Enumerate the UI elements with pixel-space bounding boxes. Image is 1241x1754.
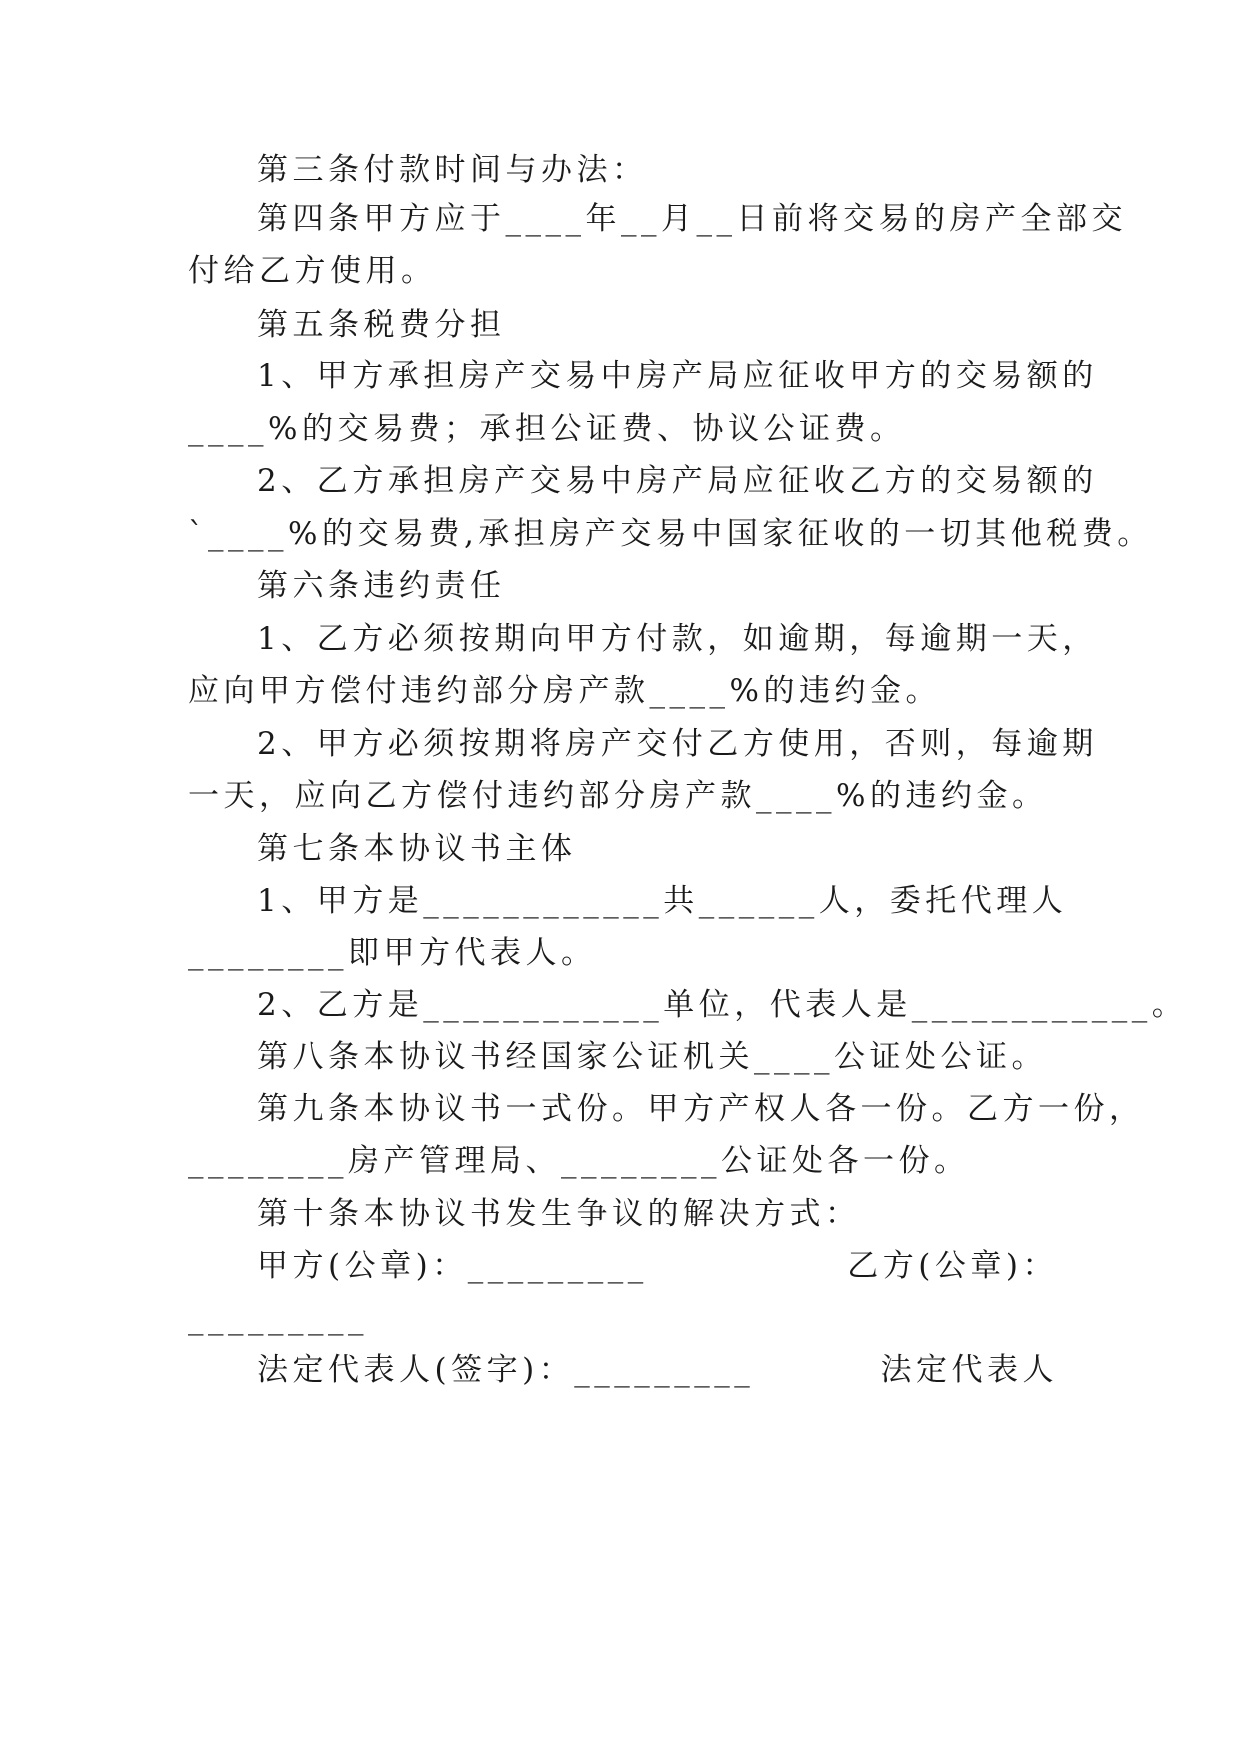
- clause-3-heading: 第三条付款时间与办法：: [257, 152, 648, 188]
- party-a-legal-rep: 法定代表人(签字)：_________: [257, 1352, 755, 1388]
- clause-9-line-1: 第九条本协议书一式份。甲方产权人各一份。乙方一份，: [257, 1091, 1145, 1127]
- clause-6-item-2-line-1: 2、甲方必须按期将房产交付乙方使用，否则，每逾期: [257, 726, 1098, 762]
- clause-5-item-1-line-1: 1、甲方承担房产交易中房产局应征收甲方的交易额的: [257, 358, 1098, 394]
- clause-9-line-2: ________房产管理局、________公证处各一份。: [188, 1143, 970, 1179]
- party-b-seal-blank: _________: [188, 1300, 368, 1336]
- party-b-legal-rep: 法定代表人: [880, 1352, 1058, 1388]
- party-b-seal: 乙方(公章)：: [847, 1248, 1058, 1284]
- clause-5-item-2-line-1: 2、乙方承担房产交易中房产局应征收乙方的交易额的: [257, 463, 1098, 499]
- clause-6-item-2-line-2: 一天，应向乙方偿付违约部分房产款____%的违约金。: [188, 778, 1048, 814]
- clause-10: 第十条本协议书发生争议的解决方式：: [257, 1196, 861, 1232]
- party-a-seal: 甲方(公章)：_________: [257, 1248, 648, 1284]
- clause-8: 第八条本协议书经国家公证机关____公证处公证。: [257, 1039, 1047, 1075]
- clause-6-item-1-line-1: 1、乙方必须按期向甲方付款，如逾期，每逾期一天，: [257, 621, 1098, 657]
- clause-5-item-2-line-2: `____%的交易费,承担房产交易中国家征收的一切其他税费。: [188, 516, 1153, 552]
- clause-4-line-1: 第四条甲方应于____年__月__日前将交易的房产全部交: [257, 201, 1127, 237]
- clause-6-item-1-line-2: 应向甲方偿付违约部分房产款____%的违约金。: [188, 673, 941, 709]
- clause-7-heading: 第七条本协议书主体: [257, 831, 577, 867]
- clause-5-heading: 第五条税费分担: [257, 307, 506, 343]
- clause-7-item-1-line-1: 1、甲方是____________共______人，委托代理人: [257, 883, 1068, 919]
- clause-5-item-1-line-2: ____%的交易费；承担公证费、协议公证费。: [188, 411, 906, 447]
- clause-6-heading: 第六条违约责任: [257, 568, 506, 604]
- clause-4-line-2: 付给乙方使用。: [188, 253, 437, 289]
- clause-7-item-1-line-2: ________即甲方代表人。: [188, 935, 597, 971]
- clause-7-item-2: 2、乙方是____________单位，代表人是____________。: [257, 987, 1188, 1023]
